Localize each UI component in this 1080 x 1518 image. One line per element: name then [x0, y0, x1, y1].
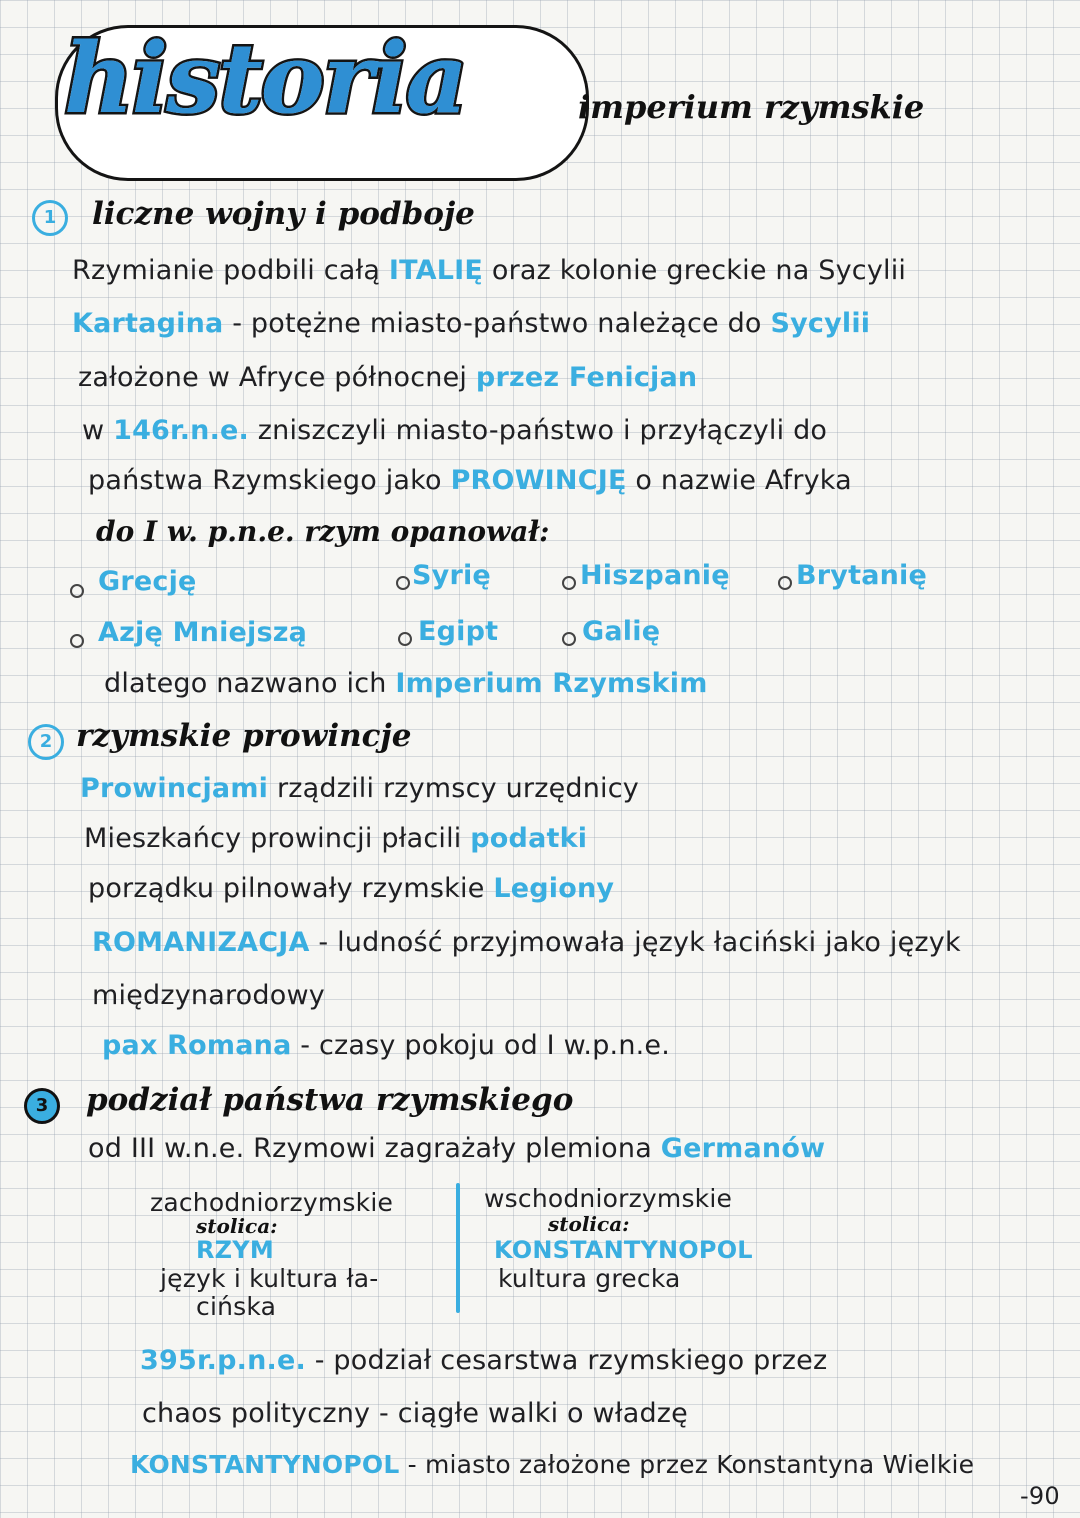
- bullet-icon: [778, 576, 792, 590]
- section-heading-3: podział państwa rzymskiego: [86, 1082, 574, 1118]
- east-empire-name: wschodniorzymskie: [484, 1184, 733, 1213]
- column-divider: [456, 1183, 460, 1313]
- east-capital-label: stolica:: [548, 1212, 630, 1236]
- bullet-item: Brytanię: [796, 560, 928, 591]
- bullet-item: Hiszpanię: [580, 560, 730, 591]
- text-line: chaos polityczny - ciągłe walki o władzę: [142, 1398, 688, 1429]
- west-capital-label: stolica:: [196, 1214, 278, 1238]
- text-line: ROMANIZACJA - ludność przyjmowała język łaciński jako język: [92, 927, 961, 958]
- west-capital: RZYM: [196, 1236, 274, 1264]
- text-line: w 146r.n.e. zniszczyli miasto-państwo i przyłączyli do: [82, 415, 828, 446]
- section-heading-1: liczne wojny i podboje: [92, 196, 475, 232]
- bullet-item: Azję Mniejszą: [98, 617, 308, 648]
- bullet-item: Grecję: [98, 566, 197, 597]
- page-subtitle: imperium rzymskie: [578, 88, 925, 126]
- text-line: dlatego nazwano ich Imperium Rzymskim: [104, 668, 708, 699]
- east-culture: kultura grecka: [498, 1264, 681, 1293]
- text-line: Rzymianie podbili całą ITALIĘ oraz kolonie greckie na Sycylii: [72, 255, 907, 286]
- text-line: założone w Afryce północnej przez Fenicjan: [78, 362, 698, 393]
- text-line: pax Romana - czasy pokoju od I w.p.n.e.: [102, 1030, 671, 1061]
- west-culture-cont: cińska: [196, 1292, 277, 1321]
- bullet-item: Galię: [582, 616, 661, 647]
- west-empire-name: zachodniorzymskie: [150, 1188, 394, 1217]
- section-number-2: 2: [28, 724, 64, 760]
- bullet-item: Syrię: [412, 560, 491, 591]
- text-line: porządku pilnowały rzymskie Legiony: [88, 873, 615, 904]
- page-number: -90: [1020, 1482, 1060, 1510]
- east-capital: KONSTANTYNOPOL: [494, 1236, 753, 1264]
- text-line: 395r.p.n.e. - podział cesarstwa rzymskiego przez: [140, 1345, 828, 1376]
- text-line: Prowincjami rządzili rzymscy urzędnicy: [80, 773, 639, 804]
- text-line: państwa Rzymskiego jako PROWINCJĘ o nazwie Afryka: [88, 465, 852, 496]
- bullet-icon: [562, 576, 576, 590]
- text-line: Kartagina - potężne miasto-państwo należące do Sycylii: [72, 308, 871, 339]
- section-number-3: 3: [24, 1088, 60, 1124]
- section-heading-2: rzymskie prowincje: [76, 718, 412, 754]
- text-line: od III w.n.e. Rzymowi zagrażały plemiona Germanów: [88, 1133, 826, 1164]
- bullet-icon: [396, 576, 410, 590]
- text-line: KONSTANTYNOPOL - miasto założone przez Konstantyna Wielkie: [130, 1450, 975, 1479]
- section-number-1: 1: [32, 200, 68, 236]
- bullet-item: Egipt: [418, 616, 499, 647]
- west-culture: język i kultura ła-: [160, 1264, 379, 1293]
- bullet-icon: [70, 634, 84, 648]
- bullet-icon: [398, 632, 412, 646]
- text-line: międzynarodowy: [92, 980, 325, 1011]
- subheading: do I w. p.n.e. rzym opanował:: [96, 515, 550, 548]
- text-line: Mieszkańcy prowincji płacili podatki: [84, 823, 588, 854]
- page-title: historia: [64, 22, 466, 135]
- bullet-icon: [70, 584, 84, 598]
- bullet-icon: [562, 632, 576, 646]
